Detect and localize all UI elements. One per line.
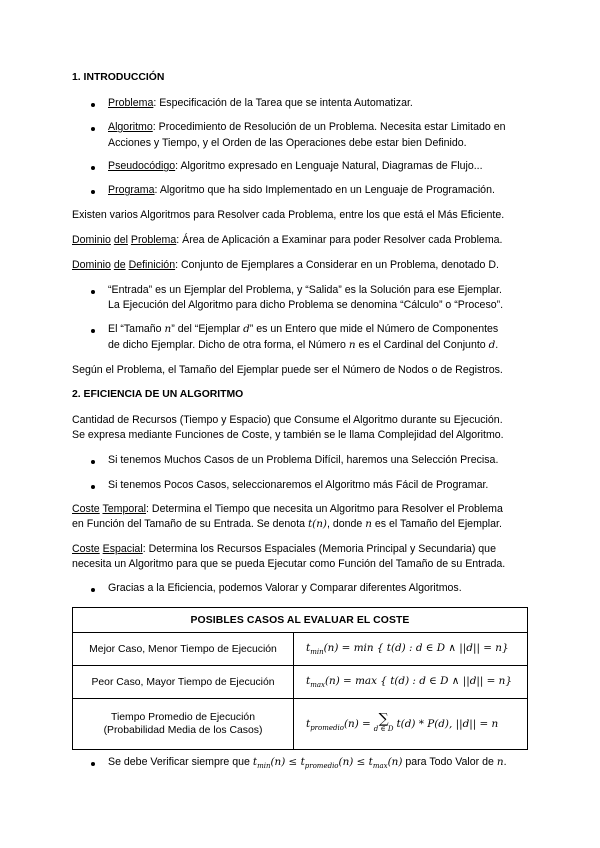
text: , donde	[326, 518, 366, 530]
case-cell: Mejor Caso, Menor Tiempo de Ejecución	[73, 633, 294, 666]
text: : Determina el Tiempo que necesita un Algoritmo para Resolver el Problema	[146, 503, 503, 515]
table-row	[73, 633, 528, 666]
text: es el Cardinal del Conjunto	[355, 339, 489, 351]
table-row	[73, 666, 528, 699]
text: El “Tamaño	[108, 323, 165, 335]
de-word: de	[113, 259, 126, 271]
bullet-pocos-casos: Si tenemos Pocos Casos, seleccionaremos el Algoritmo más Fácil de Programar.	[108, 479, 489, 491]
term-pseudocodigo: Pseudocódigo	[108, 160, 176, 172]
text: .	[503, 756, 507, 768]
subscript: min	[257, 762, 271, 770]
formula: (n)	[387, 756, 403, 768]
sum-index: d ∈ D	[373, 725, 394, 733]
formula: (n) ≤	[338, 756, 369, 768]
case-line2: (Probabilidad Media de los Casos)	[103, 725, 263, 736]
math-t: t	[306, 642, 311, 654]
text: de dicho Ejemplar. Dicho de otra forma, el Número	[108, 339, 349, 351]
bullet-gracias-eficiencia: Gracias a la Eficiencia, podemos Valorar y Comparar diferentes Algoritmos.	[108, 582, 462, 594]
table-row	[73, 699, 528, 750]
dominio-word: Dominio	[72, 234, 111, 246]
text: .	[495, 339, 499, 351]
math-n: n	[164, 323, 172, 335]
formula: (n) = min { t(d) : d ∈ D ∧ ||d|| = n}	[323, 642, 509, 654]
bullet-programa	[108, 184, 495, 196]
bullet-dot	[91, 485, 95, 489]
para-algorithms: Existen varios Algoritmos para Resolver cada Problema, entre los que está el Más Eficiente.	[72, 209, 505, 221]
math-t: t	[306, 675, 311, 687]
sum-symbol	[373, 711, 394, 734]
table-header-row	[73, 608, 528, 633]
para-dominio-problema	[72, 234, 502, 246]
def-programa: : Algoritmo que ha sido Implementado en un Lenguaje de Programación.	[154, 184, 495, 196]
cost-cases-table	[72, 607, 528, 750]
para-dominio-definicion	[72, 259, 499, 271]
definicion-word: Definición	[128, 259, 176, 271]
temporal-word: Temporal	[102, 503, 147, 515]
case-cell: Peor Caso, Mayor Tiempo de Ejecución	[73, 666, 294, 699]
formula: (n) ≤	[270, 756, 301, 768]
sigma: ∑	[378, 711, 389, 727]
para-eficiencia-line2: Se expresa mediante Funciones de Coste, y también se le llama Complejidad del Algoritmo.	[72, 429, 504, 441]
math-d: d	[243, 323, 250, 335]
math-d: d	[488, 339, 496, 351]
sub-bullet-entrada-line1: “Entrada” es un Ejemplar del Problema, y “Salida” es la Solución para ese Ejemplar.	[108, 284, 502, 296]
bullet-dot	[91, 103, 95, 107]
text: en Función del Tamaño de su Entrada. Se denota	[72, 518, 308, 530]
text: : Determina los Recursos Espaciales (Memoria Principal y Secundaria) que	[142, 543, 496, 555]
subscript: max	[310, 681, 325, 689]
subscript: max	[372, 762, 388, 770]
bullet-pseudocodigo	[108, 160, 483, 172]
formula: t(d) * P(d), ||d|| = n	[396, 717, 499, 730]
term-programa: Programa	[108, 184, 155, 196]
coste-espacial-line1	[72, 543, 496, 555]
coste-espacial-line2: necesita un Algoritmo para que se pueda Ejecutar como Función del Tamaño de su Entrada.	[72, 558, 506, 570]
formula-cell	[294, 666, 528, 699]
def-algoritmo-line2: Acciones y Tiempo, y el Orden de las Operaciones debe estar bien Definido.	[108, 137, 467, 149]
subscript: min	[310, 648, 324, 656]
coste-temporal-line1	[72, 503, 503, 515]
bullet-dot	[91, 290, 95, 294]
math-n: n	[365, 518, 372, 530]
coste-word: Coste	[72, 543, 100, 555]
bullet-dot	[91, 460, 95, 464]
bullet-problema	[108, 97, 413, 109]
coste-word: Coste	[72, 503, 100, 515]
term-algoritmo: Algoritmo	[108, 121, 153, 133]
bullet-dot	[91, 127, 95, 131]
subscript: promedio	[310, 723, 344, 732]
math-n: n	[348, 339, 356, 351]
del-word: del	[113, 234, 128, 246]
bullet-dot	[91, 190, 95, 194]
case-line1: Tiempo Promedio de Ejecución	[110, 712, 255, 723]
math-n: n	[496, 756, 504, 768]
formula-cell	[294, 633, 528, 666]
math-t: t	[300, 756, 305, 768]
term-problema: Problema	[108, 97, 154, 109]
text: es el Tamaño del Ejemplar.	[371, 518, 502, 530]
espacial-word: Espacial	[102, 543, 143, 555]
final-bullet	[108, 756, 507, 770]
para-eficiencia-line1: Cantidad de Recursos (Tiempo y Espacio) que Consume el Algoritmo durante su Ejecución.	[72, 414, 503, 426]
math-t: t	[252, 756, 258, 768]
bullet-dot	[91, 588, 95, 592]
section-2-title: 2. EFICIENCIA DE UN ALGORITMO	[72, 389, 244, 400]
subscript: promedio	[304, 762, 339, 770]
para-size: Según el Problema, el Tamaño del Ejemplar puede ser el Número de Nodos o de Registros.	[72, 364, 503, 376]
bullet-muchos-casos: Si tenemos Muchos Casos de un Problema Difícil, haremos una Selección Precisa.	[108, 454, 499, 466]
bullet-algoritmo	[108, 121, 505, 133]
text: Se debe Verificar siempre que	[108, 756, 253, 768]
text: ” del “Ejemplar	[171, 323, 244, 335]
formula: (n) =	[343, 717, 371, 730]
def-problema: : Especificación de la Tarea que se intenta Automatizar.	[153, 97, 413, 109]
table-header: POSIBLES CASOS AL EVALUAR EL COSTE	[73, 608, 528, 633]
math-t-n: t(n)	[307, 518, 327, 530]
dominio-problema-def: : Área de Aplicación a Examinar para poder Resolver cada Problema.	[176, 234, 503, 246]
dominio-definicion-def: : Conjunto de Ejemplares a Considerar en un Problema, denotado D.	[175, 259, 499, 271]
sub-bullet-tamano-line2	[108, 339, 498, 351]
def-pseudocodigo: : Algoritmo expresado en Lenguaje Natural, Diagramas de Flujo...	[175, 160, 483, 172]
bullet-dot	[91, 166, 95, 170]
text: para Todo Valor de	[402, 756, 497, 768]
text: ” es un Entero que mide el Número de Componentes	[249, 323, 499, 335]
sub-bullet-tamano-line1	[108, 323, 498, 335]
math-t: t	[368, 756, 373, 768]
section-1-title: 1. INTRODUCCIÓN	[72, 72, 165, 83]
bullet-dot	[91, 762, 95, 766]
formula-cell	[294, 699, 528, 750]
def-algoritmo-line1: : Procedimiento de Resolución de un Problema. Necesita estar Limitado en	[152, 121, 506, 133]
coste-temporal-line2	[72, 518, 502, 530]
sub-bullet-entrada-line2: La Ejecución del Algoritmo para dicho Problema se denomina “Cálculo” o “Proceso”.	[108, 299, 504, 311]
problema-word: Problema	[130, 234, 177, 246]
math-t: t	[306, 717, 311, 730]
formula: (n) = max { t(d) : d ∈ D ∧ ||d|| = n}	[324, 675, 512, 687]
dominio-word: Dominio	[72, 259, 111, 271]
case-cell	[73, 699, 294, 750]
bullet-dot	[91, 329, 95, 333]
